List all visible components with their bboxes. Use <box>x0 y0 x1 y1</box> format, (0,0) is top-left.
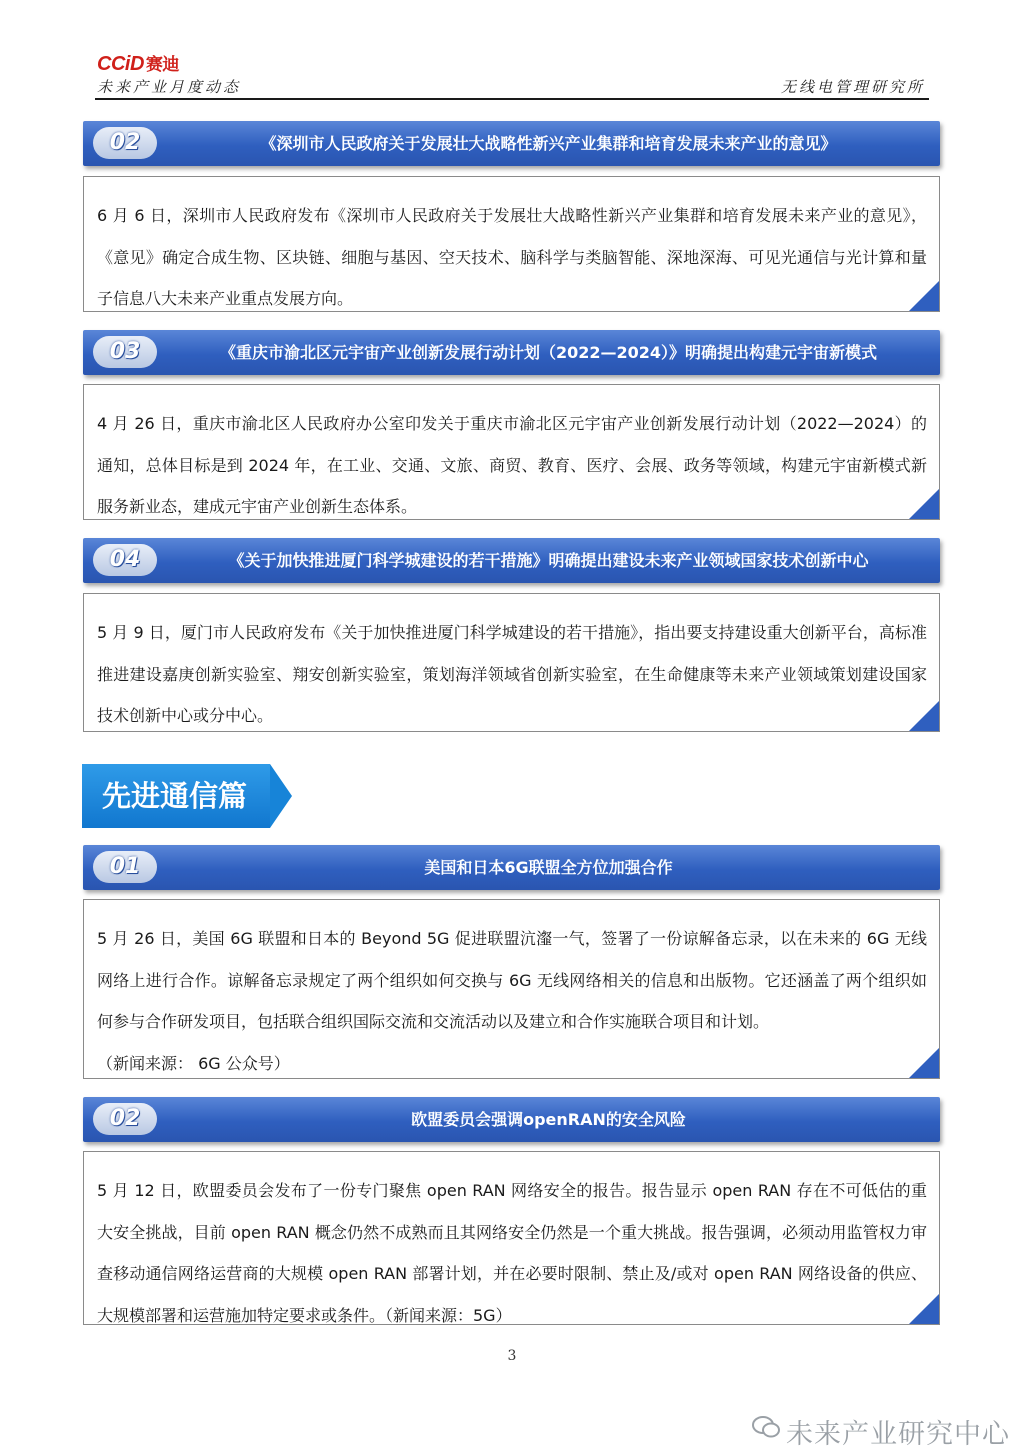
item-number-badge: 02 <box>93 127 157 159</box>
item-title: 欧盟委员会强调openRAN的安全风险 <box>411 1110 686 1129</box>
corner-triangle-icon <box>909 1048 939 1078</box>
item-title: 《重庆市渝北区元宇宙产业创新发展行动计划（2022—2024）》明确提出构建元宇宙新模式 <box>219 343 878 362</box>
item-body-box <box>83 1151 940 1325</box>
item-body-text <box>84 900 939 1084</box>
item-title: 美国和日本6G联盟全方位加强合作 <box>424 858 673 877</box>
corner-triangle-icon <box>909 489 939 519</box>
item-title: 《深圳市人民政府关于发展壮大战略性新兴产业集群和培育发展未来产业的意见》 <box>260 134 837 153</box>
logo-latin: CCiD <box>97 53 144 75</box>
item-number-badge: 01 <box>93 851 157 883</box>
item-heading-bar <box>83 330 940 375</box>
item-body-box <box>83 899 940 1079</box>
watermark-text: 未来产业研究中心 <box>786 1419 1010 1450</box>
item-heading-bar <box>83 538 940 583</box>
item-body-box <box>83 593 940 732</box>
item-heading-bar <box>83 121 940 166</box>
section-title: 先进通信篇 <box>82 764 270 828</box>
item-body-text: 5 月 12 日，欧盟委员会发布了一份专门聚焦 open RAN 网络安全的报告。报告显示 open RAN 存在不可低估的重大安全挑战，目前 open RAN 概念仍然不成熟而且其网络安全仍然是一个重大挑战。报告强调，必须动用监管权力审查移动通信网络运营商的大规模 open RAN 部署计划，并在必要时限制、禁止及/或对 open RAN 网络设备的供应、大规模部署和运营施加特定要求或条件。（新闻来源：5G） <box>97 1181 927 1325</box>
item-body-box <box>83 384 940 520</box>
item-heading-bar <box>83 845 940 890</box>
item-number-badge: 03 <box>93 336 157 368</box>
logo-cn: 赛迪 <box>145 55 179 75</box>
corner-triangle-icon <box>909 281 939 311</box>
item-number-badge: 04 <box>93 544 157 576</box>
header-right-caption: 无线电管理研究所 <box>780 78 925 96</box>
item-body-text: 4 月 26 日，重庆市渝北区人民政府办公室印发关于重庆市渝北区元宇宙产业创新发展行动计划（2022—2024）的通知，总体目标是到 2024 年，在工业、交通、文旅、商贸、教育、医疗、会展、政务等领域，构建元宇宙新模式新服务新业态，建成元宇宙产业创新生态体系。 <box>97 414 927 516</box>
item-number-badge: 02 <box>93 1103 157 1135</box>
item-body-box <box>83 176 940 312</box>
header-left-caption: 未来产业月度动态 <box>97 78 242 96</box>
wechat-icon <box>752 1416 780 1438</box>
item-heading-bar <box>83 1097 940 1142</box>
item-body-text: 5 月 9 日，厦门市人民政府发布《关于加快推进厦门科学城建设的若干措施》，指出要支持建设重大创新平台，高标准推进建设嘉庚创新实验室、翔安创新实验室，策划海洋领域省创新实验室，在生命健康等未来产业领域策划建设国家技术创新中心或分中心。 <box>97 623 927 725</box>
page-header <box>95 48 929 100</box>
corner-triangle-icon <box>909 701 939 731</box>
item-body-text: 6 月 6 日，深圳市人民政府发布《深圳市人民政府关于发展壮大战略性新兴产业集群和培育发展未来产业的意见》，《意见》确定合成生物、区块链、细胞与基因、空天技术、脑科学与类脑智能、深地深海、可见光通信与光计算和量子信息八大未来产业重点发展方向。 <box>97 206 927 308</box>
item-body-main: 5 月 26 日，美国 6G 联盟和日本的 Beyond 5G 促进联盟沆瀣一气，签署了一份谅解备忘录，以在未来的 6G 无线网络上进行合作。谅解备忘录规定了两个组织如何交换与 6G 无线网络相关的信息和出版物。它还涵盖了两个组织如何参与合作研发项目，包括联合组织国际交流和交流活动以及建立和合作实施联合项目和计划。 <box>97 929 927 1031</box>
news-source: （新闻来源： 6G 公众号） <box>97 1053 290 1073</box>
item-title: 《关于加快推进厦门科学城建设的若干措施》明确提出建设未来产业领域国家技术创新中心 <box>228 551 869 570</box>
page-number: 3 <box>507 1348 517 1364</box>
ccid-logo <box>97 50 179 76</box>
corner-triangle-icon <box>909 1294 939 1324</box>
